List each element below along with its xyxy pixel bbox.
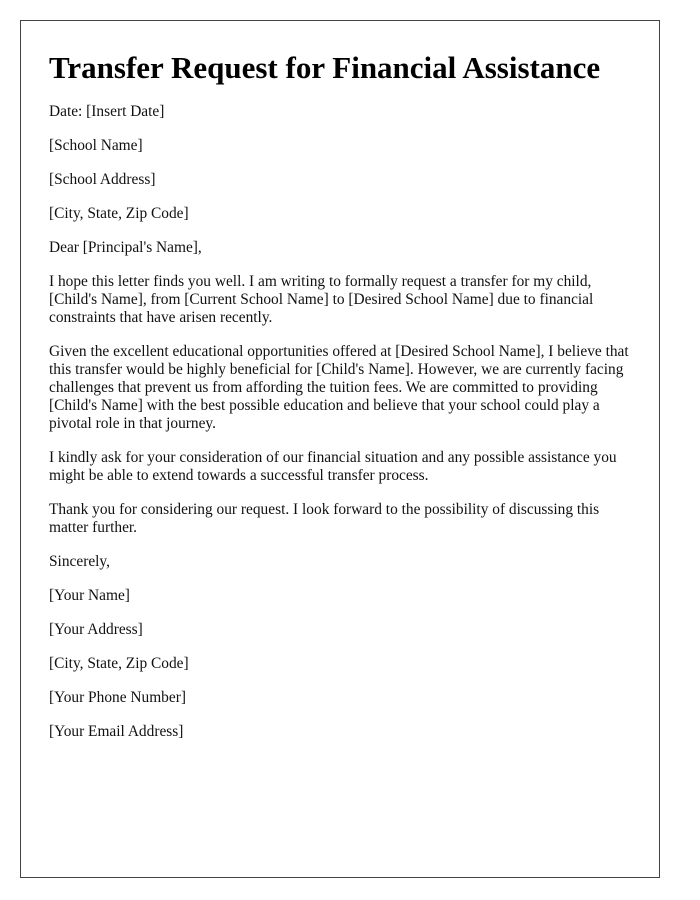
letter-title: Transfer Request for Financial Assistance bbox=[49, 50, 601, 85]
sender-name: [Your Name] bbox=[49, 587, 130, 604]
sender-phone: [Your Phone Number] bbox=[49, 689, 186, 706]
recipient-school-address: [School Address] bbox=[49, 171, 156, 188]
date-line: Date: [Insert Date] bbox=[49, 103, 165, 120]
body-paragraph-2: Given the excellent educational opportunities offered at [Desired School Name], I believe that this transfer would be highly beneficial for [Child's Name]. However, we are currently facing challenges that prevent us from affording the tuition fees. We are committed to providing [Child's Name] with the best possible education and believe that your school could play a pivotal role in that journey. bbox=[49, 343, 629, 432]
salutation: Dear [Principal's Name], bbox=[49, 239, 202, 256]
recipient-school-name: [School Name] bbox=[49, 137, 143, 154]
body-paragraph-3: I kindly ask for your consideration of our financial situation and any possible assistance you might be able to extend towards a successful transfer process. bbox=[49, 449, 617, 484]
letter-content bbox=[49, 49, 633, 757]
recipient-city-state-zip: [City, State, Zip Code] bbox=[49, 205, 189, 222]
letter-page bbox=[20, 20, 660, 878]
sender-city-state-zip: [City, State, Zip Code] bbox=[49, 655, 189, 672]
closing: Sincerely, bbox=[49, 553, 110, 570]
body-paragraph-4: Thank you for considering our request. I look forward to the possibility of discussing this matter further. bbox=[49, 501, 600, 536]
sender-email: [Your Email Address] bbox=[49, 723, 184, 740]
body-paragraph-1: I hope this letter finds you well. I am writing to formally request a transfer for my child, [Child's Name], from [Current School Name] to [Desired School Name] due to financial constraints that have arisen recently. bbox=[49, 273, 594, 326]
sender-address: [Your Address] bbox=[49, 621, 143, 638]
